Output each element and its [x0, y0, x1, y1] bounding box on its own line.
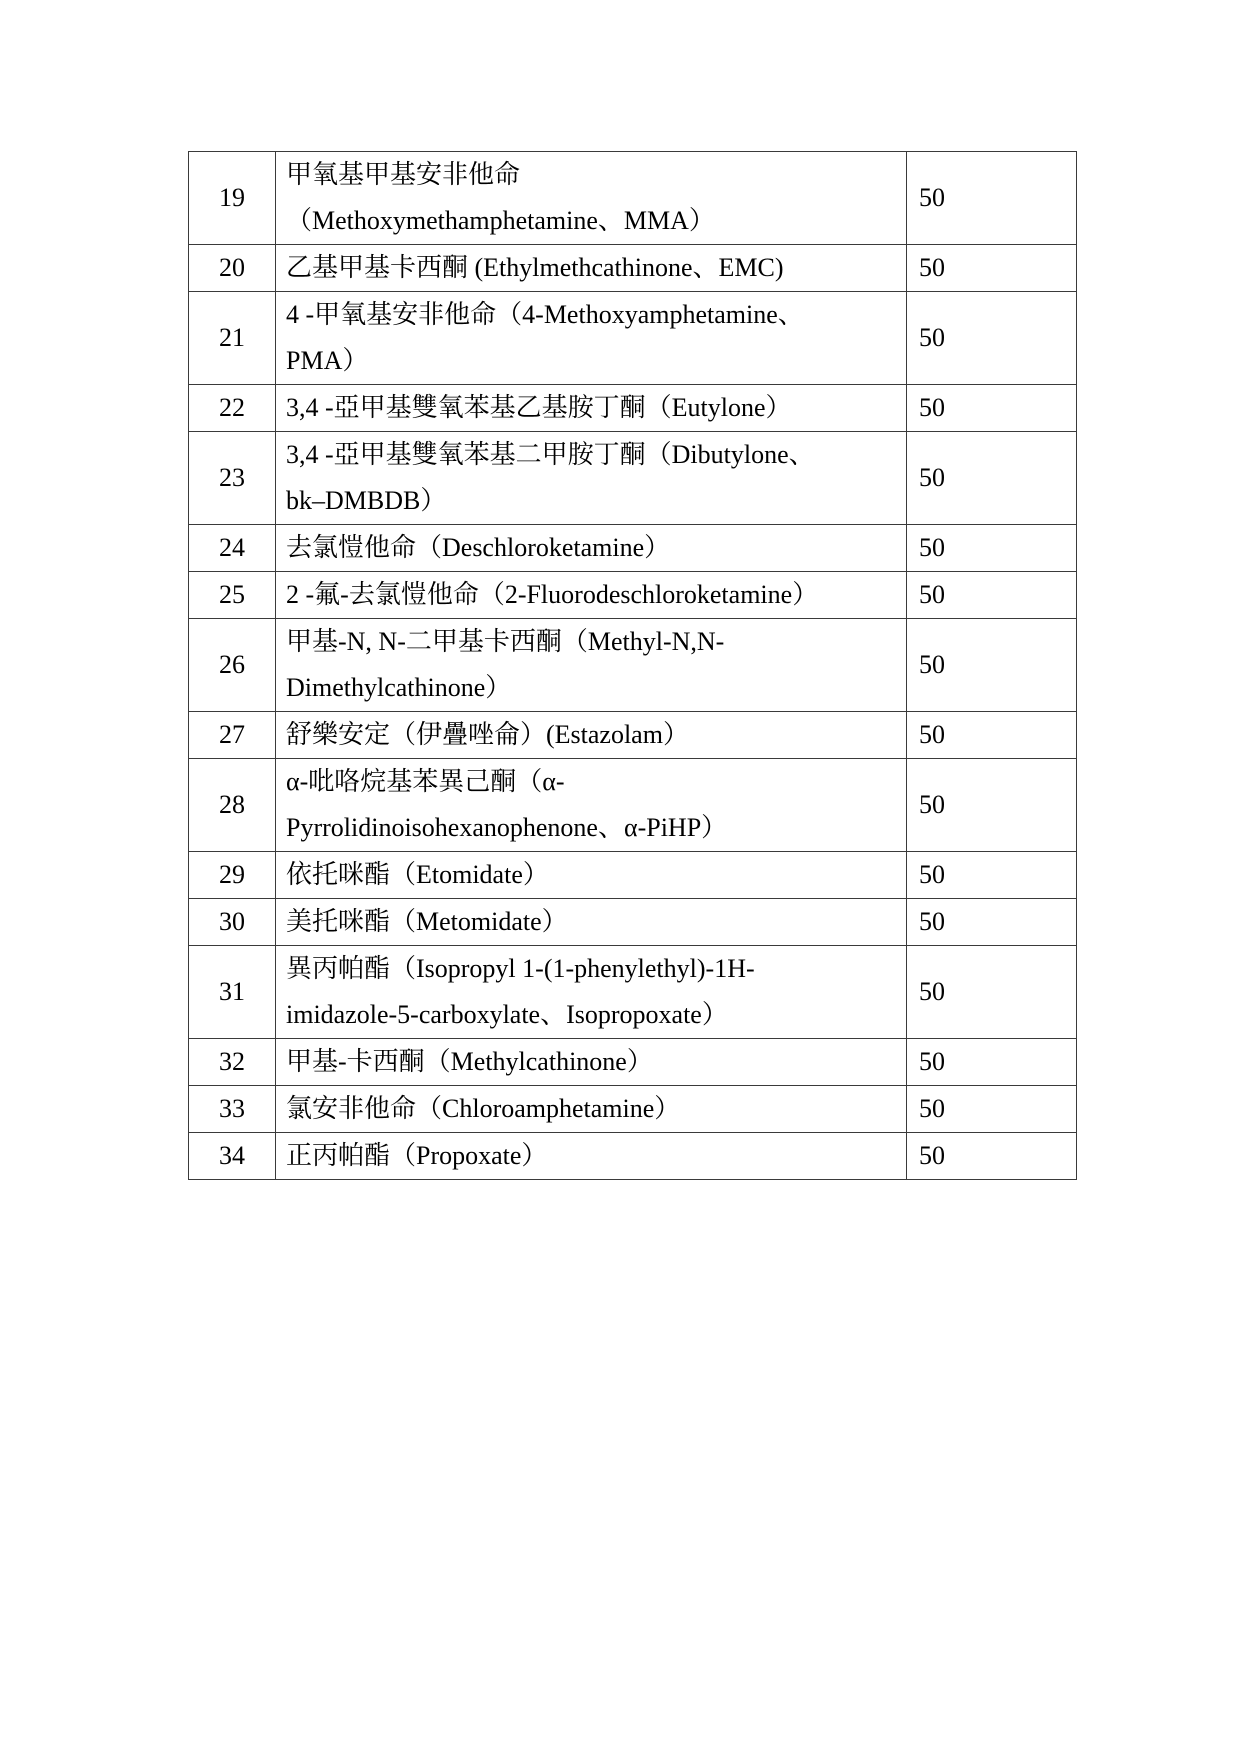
substance-name-text: 2 -氟-去氯愷他命（2-Fluorodeschloroketamine）	[286, 580, 819, 609]
quantity: 50	[907, 525, 1077, 572]
row-number: 32	[189, 1039, 276, 1086]
table-row	[189, 899, 1077, 946]
quantity: 50	[907, 432, 1077, 525]
table-row	[189, 712, 1077, 759]
quantity: 50	[907, 245, 1077, 292]
row-number: 20	[189, 245, 276, 292]
substance-name-text: 去氯愷他命（Deschloroketamine）	[286, 533, 671, 562]
substance-name	[276, 852, 907, 899]
quantity: 50	[907, 899, 1077, 946]
substance-name	[276, 525, 907, 572]
substance-name-text: 依托咪酯（Etomidate）	[286, 860, 549, 889]
substance-name	[276, 619, 907, 712]
quantity: 50	[907, 572, 1077, 619]
substance-name-text: 3,4 -亞甲基雙氧苯基二甲胺丁酮（Dibutylone、 bk–DMBDB）	[286, 440, 815, 515]
quantity: 50	[907, 1086, 1077, 1133]
quantity: 50	[907, 292, 1077, 385]
row-number: 28	[189, 759, 276, 852]
substance-name	[276, 152, 907, 245]
row-number: 24	[189, 525, 276, 572]
table-row	[189, 946, 1077, 1039]
table-row	[189, 432, 1077, 525]
substance-name-text: 正丙帕酯（Propoxate）	[286, 1141, 548, 1170]
substance-name-text: 甲基-卡西酮（Methylcathinone）	[286, 1047, 653, 1076]
table-row	[189, 525, 1077, 572]
substance-name	[276, 1086, 907, 1133]
quantity: 50	[907, 852, 1077, 899]
row-number: 31	[189, 946, 276, 1039]
quantity: 50	[907, 152, 1077, 245]
substance-name	[276, 899, 907, 946]
substance-name-text: 乙基甲基卡西酮 (Ethylmethcathinone、EMC)	[286, 253, 784, 282]
row-number: 25	[189, 572, 276, 619]
substance-name-text: 美托咪酯（Metomidate）	[286, 907, 568, 936]
substance-name	[276, 712, 907, 759]
row-number: 23	[189, 432, 276, 525]
table-row	[189, 245, 1077, 292]
controlled-substance-table	[188, 151, 1077, 1180]
substance-name-text: 甲基-N, N-二甲基卡西酮（Methyl-N,N- Dimethylcathinone）	[286, 627, 725, 702]
table-row	[189, 385, 1077, 432]
quantity: 50	[907, 946, 1077, 1039]
row-number: 21	[189, 292, 276, 385]
substance-name	[276, 759, 907, 852]
table-row	[189, 1086, 1077, 1133]
substance-name-text: 舒樂安定（伊疊唑侖）(Estazolam）	[286, 720, 689, 749]
substance-name	[276, 946, 907, 1039]
substance-name-text: 甲氧基甲基安非他命 （Methoxymethamphetamine、MMA）	[286, 160, 715, 235]
table-row	[189, 619, 1077, 712]
table-row	[189, 292, 1077, 385]
quantity: 50	[907, 1133, 1077, 1180]
table-row	[189, 572, 1077, 619]
row-number: 27	[189, 712, 276, 759]
row-number: 29	[189, 852, 276, 899]
quantity: 50	[907, 712, 1077, 759]
quantity: 50	[907, 1039, 1077, 1086]
substance-name-text: 3,4 -亞甲基雙氧苯基乙基胺丁酮（Eutylone）	[286, 393, 792, 422]
substance-name	[276, 245, 907, 292]
quantity: 50	[907, 619, 1077, 712]
quantity: 50	[907, 385, 1077, 432]
row-number: 22	[189, 385, 276, 432]
row-number: 34	[189, 1133, 276, 1180]
substance-name	[276, 385, 907, 432]
substance-name	[276, 292, 907, 385]
substance-name-text: 氯安非他命（Chloroamphetamine）	[286, 1094, 681, 1123]
row-number: 19	[189, 152, 276, 245]
table-row	[189, 852, 1077, 899]
table-row	[189, 1039, 1077, 1086]
substance-name	[276, 1039, 907, 1086]
substance-name-text: α-吡咯烷基苯異己酮（α- Pyrrolidinoisohexanophenone、α-PiHP）	[286, 767, 728, 842]
row-number: 30	[189, 899, 276, 946]
substance-name	[276, 572, 907, 619]
substance-name-text: 異丙帕酯（Isopropyl 1-(1-phenylethyl)-1H- imidazole-5-carboxylate、Isopropoxate）	[286, 954, 755, 1029]
table-row	[189, 759, 1077, 852]
substance-name	[276, 432, 907, 525]
table-row	[189, 152, 1077, 245]
substance-name	[276, 1133, 907, 1180]
table-row	[189, 1133, 1077, 1180]
row-number: 33	[189, 1086, 276, 1133]
substance-name-text: 4 -甲氧基安非他命（4-Methoxyamphetamine、 PMA）	[286, 300, 804, 375]
quantity: 50	[907, 759, 1077, 852]
row-number: 26	[189, 619, 276, 712]
